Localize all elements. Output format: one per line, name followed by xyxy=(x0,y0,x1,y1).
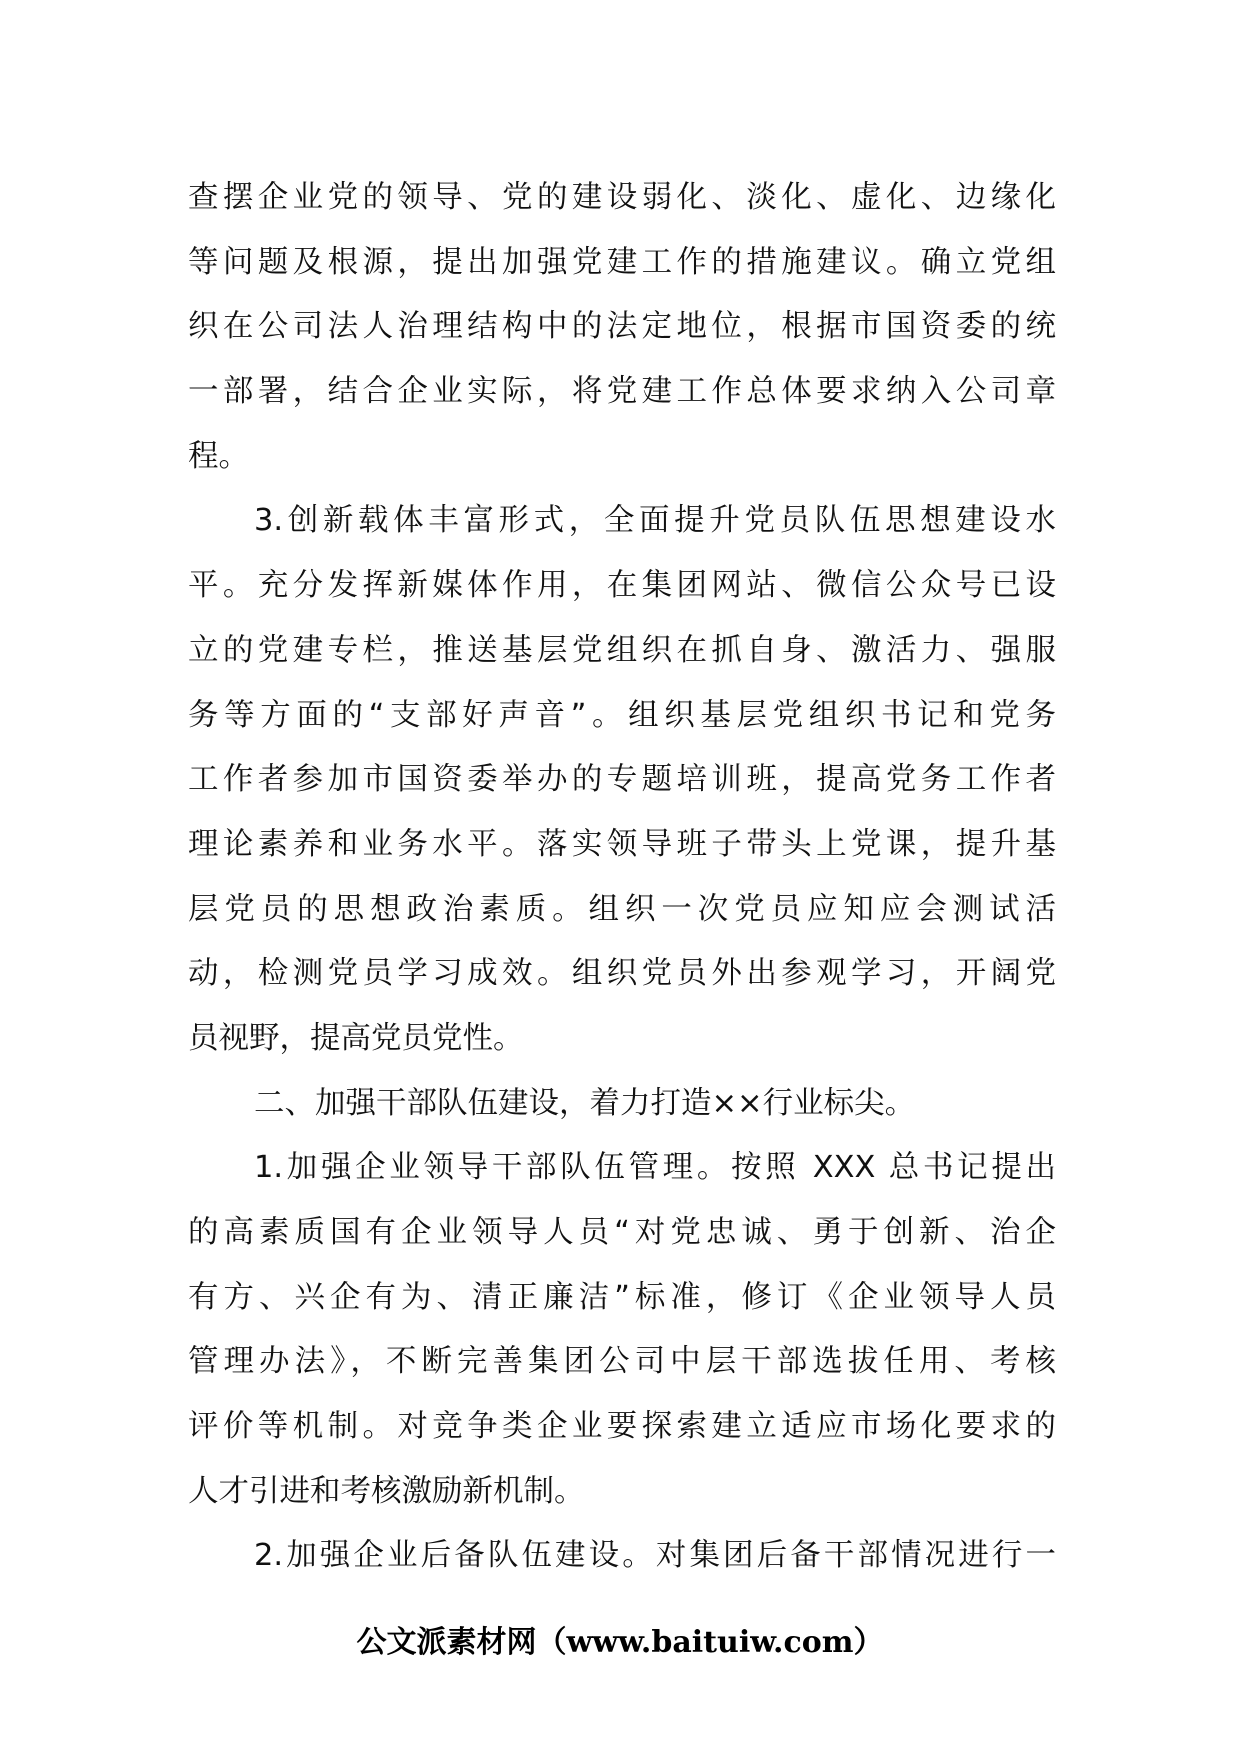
text-line: 织在公司法人治理结构中的法定地位，根据市国资委的统 xyxy=(188,309,1056,345)
text-line: 理论素养和业务水平。落实领导班子带头上党课，提升基 xyxy=(188,826,1056,862)
text-line: 层党员的思想政治素质。组织一次党员应知应会测试活 xyxy=(188,891,1056,927)
text-line: 3.创新载体丰富形式，全面提升党员队伍思想建设水 xyxy=(254,503,1056,539)
text-line: 管理办法》，不断完善集团公司中层干部选拔任用、考核 xyxy=(188,1344,1056,1380)
text-line: 一部署，结合企业实际，将党建工作总体要求纳入公司章 xyxy=(188,374,1056,410)
text-line: 二、加强干部队伍建设，着力打造××行业标尖。 xyxy=(254,1085,916,1121)
text-line: 人才引进和考核激励新机制。 xyxy=(188,1473,585,1509)
text-line: 程。 xyxy=(188,438,249,474)
text-line: 等问题及根源，提出加强党建工作的措施建议。确立党组 xyxy=(188,244,1056,280)
document-body xyxy=(188,166,1056,1589)
text-line: 有方、兴企有为、清正廉洁”标准，修订《企业领导人员 xyxy=(188,1279,1056,1315)
text-line: 工作者参加市国资委举办的专题培训班，提高党务工作者 xyxy=(188,762,1056,798)
text-line: 1.加强企业领导干部队伍管理。按照 XXX 总书记提出 xyxy=(254,1150,1056,1186)
text-line: 平。充分发挥新媒体作用，在集团网站、微信公众号已设 xyxy=(188,568,1056,604)
text-line: 的高素质国有企业领导人员“对党忠诚、勇于创新、治企 xyxy=(188,1215,1056,1250)
text-line: 务等方面的“支部好声音”。组织基层党组织书记和党务 xyxy=(188,697,1056,733)
text-line: 查摆企业党的领导、党的建设弱化、淡化、虚化、边缘化 xyxy=(188,180,1056,215)
text-line: 2.加强企业后备队伍建设。对集团后备干部情况进行一 xyxy=(254,1538,1056,1574)
text-line: 员视野，提高党员党性。 xyxy=(188,1020,524,1056)
text-line: 评价等机制。对竞争类企业要探索建立适应市场化要求的 xyxy=(188,1409,1056,1445)
footer-watermark: 公文派素材网（www.baituiw.com） xyxy=(356,1625,884,1660)
text-line: 立的党建专栏，推送基层党组织在抓自身、激活力、强服 xyxy=(188,632,1056,668)
text-line: 动，检测党员学习成效。组织党员外出参观学习，开阔党 xyxy=(188,956,1056,992)
